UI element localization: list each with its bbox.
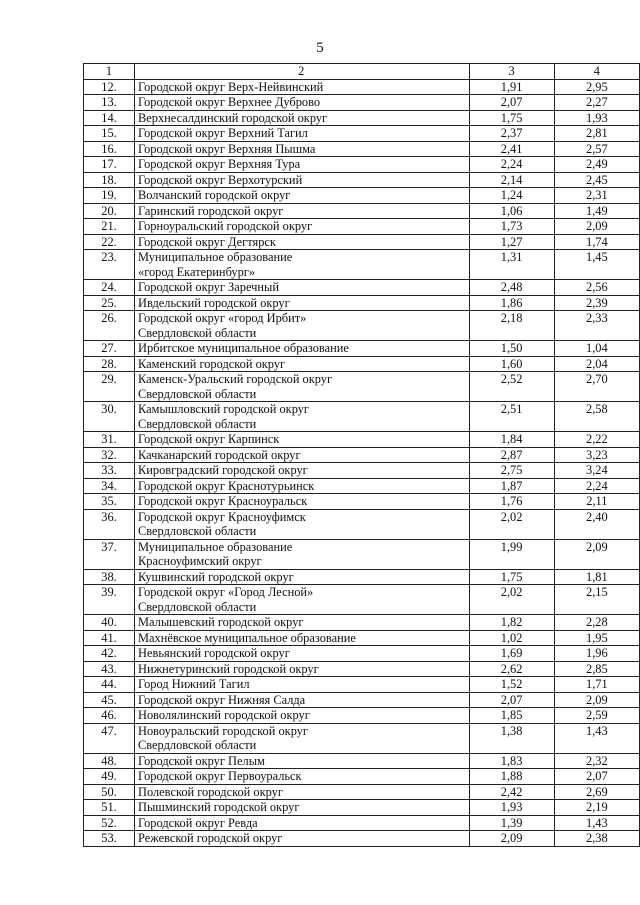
row-number: 30. bbox=[84, 402, 135, 432]
value-column-3: 2,42 bbox=[469, 784, 554, 800]
municipality-name bbox=[135, 356, 469, 372]
municipality-name-line: Городской округ Верхний Тагил bbox=[138, 126, 308, 140]
municipality-name-line: Свердловской области bbox=[138, 325, 257, 340]
municipality-name-line: «город Екатеринбург» bbox=[138, 264, 256, 279]
table-row bbox=[84, 708, 640, 724]
municipality-name-line: Городской округ Верхнее Дуброво bbox=[138, 95, 321, 109]
table-row bbox=[84, 815, 640, 831]
value-column-4: 2,58 bbox=[554, 402, 639, 432]
value-column-3: 2,18 bbox=[469, 311, 554, 341]
table-row bbox=[84, 630, 640, 646]
row-number: 13. bbox=[84, 95, 135, 111]
row-number: 36. bbox=[84, 509, 135, 539]
municipality-name-line: Красноуфимский округ bbox=[138, 554, 262, 568]
value-column-4: 2,40 bbox=[554, 509, 639, 539]
municipality-name-line: Новолялинский городской округ bbox=[138, 708, 310, 722]
row-number: 29. bbox=[84, 372, 135, 402]
table-row bbox=[84, 219, 640, 235]
table-row bbox=[84, 753, 640, 769]
table-row bbox=[84, 478, 640, 494]
municipality-name bbox=[135, 539, 469, 569]
municipality-name bbox=[135, 831, 469, 847]
value-column-4: 1,93 bbox=[554, 110, 639, 126]
value-column-4: 2,27 bbox=[554, 95, 639, 111]
municipality-name bbox=[135, 295, 469, 311]
header-cell-2: 2 bbox=[135, 64, 469, 80]
header-cell-3: 3 bbox=[469, 64, 554, 80]
municipality-name-line: Камышловский городской округ bbox=[138, 402, 310, 416]
value-column-3: 1,75 bbox=[469, 569, 554, 585]
row-number: 39. bbox=[84, 585, 135, 615]
table-row bbox=[84, 341, 640, 357]
data-table bbox=[83, 63, 640, 847]
table-row bbox=[84, 661, 640, 677]
municipality-name-line: Полевской городской округ bbox=[138, 784, 283, 799]
value-column-4: 2,38 bbox=[554, 831, 639, 847]
table-row bbox=[84, 784, 640, 800]
value-column-3: 1,84 bbox=[469, 432, 554, 448]
municipality-name-line: Городской округ Нижняя Салда bbox=[138, 692, 306, 707]
row-number: 45. bbox=[84, 692, 135, 708]
value-column-3: 1,38 bbox=[469, 723, 554, 753]
value-column-4: 2,15 bbox=[554, 585, 639, 615]
row-number: 53. bbox=[84, 831, 135, 847]
municipality-name bbox=[135, 372, 469, 402]
value-column-4: 1,71 bbox=[554, 677, 639, 693]
value-column-3: 1,60 bbox=[469, 356, 554, 372]
value-column-4: 2,24 bbox=[554, 478, 639, 494]
value-column-4: 1,49 bbox=[554, 203, 639, 219]
municipality-name bbox=[135, 585, 469, 615]
row-number: 20. bbox=[84, 203, 135, 219]
row-number: 50. bbox=[84, 784, 135, 800]
table-row bbox=[84, 447, 640, 463]
value-column-4: 1,43 bbox=[554, 815, 639, 831]
value-column-4: 1,81 bbox=[554, 569, 639, 585]
table-row bbox=[84, 295, 640, 311]
municipality-name-line: Свердловской области bbox=[138, 386, 257, 401]
value-column-4: 2,09 bbox=[554, 219, 639, 235]
table-row bbox=[84, 157, 640, 173]
value-column-3: 1,85 bbox=[469, 708, 554, 724]
row-number: 14. bbox=[84, 110, 135, 126]
value-column-3: 1,83 bbox=[469, 753, 554, 769]
municipality-name bbox=[135, 203, 469, 219]
value-column-3: 1,73 bbox=[469, 219, 554, 235]
municipality-name-line: Городской округ «город Ирбит» bbox=[138, 311, 307, 325]
municipality-name bbox=[135, 432, 469, 448]
row-number: 17. bbox=[84, 157, 135, 173]
value-column-3: 2,87 bbox=[469, 447, 554, 463]
table-row bbox=[84, 463, 640, 479]
value-column-3: 1,87 bbox=[469, 478, 554, 494]
value-column-4: 2,45 bbox=[554, 172, 639, 188]
value-column-3: 1,76 bbox=[469, 494, 554, 510]
municipality-name bbox=[135, 341, 469, 357]
value-column-4: 2,31 bbox=[554, 188, 639, 204]
table-row bbox=[84, 800, 640, 816]
table-row bbox=[84, 585, 640, 615]
table-header-row bbox=[84, 64, 640, 80]
value-column-3: 1,99 bbox=[469, 539, 554, 569]
value-column-3: 2,02 bbox=[469, 585, 554, 615]
row-number: 42. bbox=[84, 646, 135, 662]
municipality-name-line: Верхнесалдинский городской округ bbox=[138, 110, 328, 125]
municipality-name bbox=[135, 769, 469, 785]
municipality-name bbox=[135, 447, 469, 463]
municipality-name-line: Волчанский городской округ bbox=[138, 188, 291, 202]
value-column-4: 1,43 bbox=[554, 723, 639, 753]
row-number: 47. bbox=[84, 723, 135, 753]
header-cell-4: 4 bbox=[554, 64, 639, 80]
value-column-3: 2,48 bbox=[469, 280, 554, 296]
municipality-name bbox=[135, 478, 469, 494]
value-column-3: 1,82 bbox=[469, 615, 554, 631]
municipality-name-line: Городской округ Верхняя Тура bbox=[138, 157, 301, 171]
municipality-name-line: Малышевский городской округ bbox=[138, 615, 304, 629]
municipality-name-line: Городской округ Красноуральск bbox=[138, 494, 308, 508]
municipality-name bbox=[135, 569, 469, 585]
table-row bbox=[84, 646, 640, 662]
municipality-name-line: Кировградский городской округ bbox=[138, 463, 308, 477]
row-number: 21. bbox=[84, 219, 135, 235]
row-number: 41. bbox=[84, 630, 135, 646]
value-column-4: 1,95 bbox=[554, 630, 639, 646]
municipality-name bbox=[135, 172, 469, 188]
table-row bbox=[84, 311, 640, 341]
table-row bbox=[84, 402, 640, 432]
municipality-name bbox=[135, 141, 469, 157]
table-row bbox=[84, 432, 640, 448]
municipality-name-line: Городской округ Первоуральск bbox=[138, 769, 302, 783]
row-number: 28. bbox=[84, 356, 135, 372]
municipality-name bbox=[135, 661, 469, 677]
municipality-name bbox=[135, 723, 469, 753]
municipality-name bbox=[135, 646, 469, 662]
municipality-name-line: Ирбитское муниципальное образование bbox=[138, 341, 349, 355]
municipality-name bbox=[135, 110, 469, 126]
row-number: 18. bbox=[84, 172, 135, 188]
value-column-3: 1,27 bbox=[469, 234, 554, 250]
row-number: 25. bbox=[84, 295, 135, 311]
value-column-3: 1,31 bbox=[469, 250, 554, 280]
municipality-name-line: Свердловской области bbox=[138, 599, 257, 614]
row-number: 26. bbox=[84, 311, 135, 341]
row-number: 32. bbox=[84, 447, 135, 463]
municipality-name bbox=[135, 784, 469, 800]
row-number: 24. bbox=[84, 280, 135, 296]
table-row bbox=[84, 539, 640, 569]
value-column-4: 2,70 bbox=[554, 372, 639, 402]
municipality-name bbox=[135, 815, 469, 831]
municipality-name-line: Городской округ Ревда bbox=[138, 815, 258, 830]
table-row bbox=[84, 95, 640, 111]
row-number: 38. bbox=[84, 569, 135, 585]
row-number: 33. bbox=[84, 463, 135, 479]
row-number: 12. bbox=[84, 79, 135, 95]
table-row bbox=[84, 494, 640, 510]
value-column-4: 2,56 bbox=[554, 280, 639, 296]
value-column-3: 2,14 bbox=[469, 172, 554, 188]
value-column-3: 2,09 bbox=[469, 831, 554, 847]
value-column-4: 1,96 bbox=[554, 646, 639, 662]
table-row bbox=[84, 356, 640, 372]
table-row bbox=[84, 172, 640, 188]
row-number: 44. bbox=[84, 677, 135, 693]
row-number: 31. bbox=[84, 432, 135, 448]
table-row bbox=[84, 141, 640, 157]
municipality-name bbox=[135, 494, 469, 510]
municipality-name bbox=[135, 708, 469, 724]
row-number: 46. bbox=[84, 708, 135, 724]
value-column-3: 1,93 bbox=[469, 800, 554, 816]
municipality-name-line: Каменск-Уральский городской округ bbox=[138, 372, 333, 386]
value-column-3: 2,52 bbox=[469, 372, 554, 402]
municipality-name-line: Нижнетуринский городской округ bbox=[138, 661, 319, 676]
value-column-4: 2,22 bbox=[554, 432, 639, 448]
value-column-4: 2,32 bbox=[554, 753, 639, 769]
row-number: 49. bbox=[84, 769, 135, 785]
table-row bbox=[84, 250, 640, 280]
value-column-3: 1,24 bbox=[469, 188, 554, 204]
row-number: 48. bbox=[84, 753, 135, 769]
municipality-name bbox=[135, 509, 469, 539]
municipality-name-line: Махнёвское муниципальное образование bbox=[138, 630, 356, 645]
row-number: 40. bbox=[84, 615, 135, 631]
value-column-4: 3,23 bbox=[554, 447, 639, 463]
municipality-name-line: Свердловской области bbox=[138, 738, 257, 752]
municipality-name-line: Свердловской области bbox=[138, 524, 257, 538]
value-column-3: 1,88 bbox=[469, 769, 554, 785]
row-number: 22. bbox=[84, 234, 135, 250]
municipality-name-line: Муниципальное образование bbox=[138, 250, 293, 264]
municipality-name-line: Гаринский городской округ bbox=[138, 203, 284, 218]
municipality-name-line: Городской округ Краснотурьинск bbox=[138, 478, 315, 493]
value-column-3: 1,06 bbox=[469, 203, 554, 219]
table-row bbox=[84, 569, 640, 585]
row-number: 52. bbox=[84, 815, 135, 831]
value-column-4: 2,85 bbox=[554, 661, 639, 677]
value-column-4: 1,45 bbox=[554, 250, 639, 280]
value-column-3: 1,52 bbox=[469, 677, 554, 693]
value-column-4: 2,39 bbox=[554, 295, 639, 311]
row-number: 34. bbox=[84, 478, 135, 494]
value-column-4: 2,28 bbox=[554, 615, 639, 631]
value-column-4: 2,11 bbox=[554, 494, 639, 510]
value-column-3: 2,24 bbox=[469, 157, 554, 173]
value-column-4: 1,74 bbox=[554, 234, 639, 250]
value-column-3: 2,41 bbox=[469, 141, 554, 157]
municipality-name-line: Городской округ Верхняя Пышма bbox=[138, 141, 316, 156]
municipality-name bbox=[135, 615, 469, 631]
municipality-name bbox=[135, 753, 469, 769]
table-row bbox=[84, 110, 640, 126]
municipality-name bbox=[135, 630, 469, 646]
value-column-4: 2,49 bbox=[554, 157, 639, 173]
municipality-name bbox=[135, 311, 469, 341]
value-column-4: 2,57 bbox=[554, 141, 639, 157]
municipality-name bbox=[135, 219, 469, 235]
municipality-name bbox=[135, 79, 469, 95]
municipality-name bbox=[135, 250, 469, 280]
value-column-4: 2,33 bbox=[554, 311, 639, 341]
table-row bbox=[84, 723, 640, 753]
row-number: 27. bbox=[84, 341, 135, 357]
value-column-4: 2,09 bbox=[554, 539, 639, 569]
table-row bbox=[84, 615, 640, 631]
value-column-4: 2,07 bbox=[554, 769, 639, 785]
value-column-4: 1,04 bbox=[554, 341, 639, 357]
value-column-3: 2,07 bbox=[469, 95, 554, 111]
value-column-3: 2,07 bbox=[469, 692, 554, 708]
municipality-name bbox=[135, 402, 469, 432]
value-column-4: 2,19 bbox=[554, 800, 639, 816]
table-row bbox=[84, 692, 640, 708]
municipality-name-line: Горноуральский городской округ bbox=[138, 219, 313, 233]
table-row bbox=[84, 509, 640, 539]
value-column-3: 1,02 bbox=[469, 630, 554, 646]
municipality-name bbox=[135, 188, 469, 204]
municipality-name bbox=[135, 280, 469, 296]
municipality-name bbox=[135, 126, 469, 142]
value-column-3: 2,37 bbox=[469, 126, 554, 142]
municipality-name-line: Городской округ Красноуфимск bbox=[138, 509, 306, 524]
municipality-name-line: Каменский городской округ bbox=[138, 356, 286, 371]
value-column-4: 2,09 bbox=[554, 692, 639, 708]
municipality-name-line: Пышминский городской округ bbox=[138, 800, 300, 814]
table-row bbox=[84, 126, 640, 142]
header-cell-1: 1 bbox=[84, 64, 135, 80]
municipality-name-line: Муниципальное образование bbox=[138, 539, 293, 554]
value-column-4: 2,81 bbox=[554, 126, 639, 142]
municipality-name-line: Новоуральский городской округ bbox=[138, 723, 309, 738]
municipality-name-line: Городской округ Пелым bbox=[138, 753, 265, 768]
municipality-name-line: Городской округ Верх-Нейвинский bbox=[138, 79, 324, 94]
municipality-name-line: Городской округ Верхотурский bbox=[138, 172, 303, 187]
value-column-4: 2,59 bbox=[554, 708, 639, 724]
value-column-4: 2,04 bbox=[554, 356, 639, 372]
value-column-3: 2,75 bbox=[469, 463, 554, 479]
municipality-name-line: Кушвинский городской округ bbox=[138, 569, 294, 584]
municipality-name bbox=[135, 677, 469, 693]
table-row bbox=[84, 831, 640, 847]
value-column-3: 1,39 bbox=[469, 815, 554, 831]
table-row bbox=[84, 203, 640, 219]
municipality-name-line: Городской округ Карпинск bbox=[138, 432, 280, 446]
municipality-name bbox=[135, 157, 469, 173]
value-column-4: 2,95 bbox=[554, 79, 639, 95]
row-number: 23. bbox=[84, 250, 135, 280]
table-row bbox=[84, 280, 640, 296]
row-number: 16. bbox=[84, 141, 135, 157]
table-row bbox=[84, 769, 640, 785]
value-column-3: 1,50 bbox=[469, 341, 554, 357]
municipality-name bbox=[135, 692, 469, 708]
value-column-3: 1,69 bbox=[469, 646, 554, 662]
row-number: 19. bbox=[84, 188, 135, 204]
municipality-name-line: Город Нижний Тагил bbox=[138, 677, 250, 691]
table-row bbox=[84, 188, 640, 204]
value-column-3: 1,86 bbox=[469, 295, 554, 311]
row-number: 51. bbox=[84, 800, 135, 816]
municipality-name bbox=[135, 234, 469, 250]
row-number: 35. bbox=[84, 494, 135, 510]
municipality-name-line: Ивдельский городской округ bbox=[138, 295, 290, 310]
table-body bbox=[84, 64, 640, 847]
municipality-name-line: Городской округ «Город Лесной» bbox=[138, 585, 314, 599]
value-column-4: 2,69 bbox=[554, 784, 639, 800]
table-row bbox=[84, 372, 640, 402]
row-number: 37. bbox=[84, 539, 135, 569]
value-column-3: 2,02 bbox=[469, 509, 554, 539]
table-row bbox=[84, 677, 640, 693]
value-column-3: 1,75 bbox=[469, 110, 554, 126]
value-column-4: 3,24 bbox=[554, 463, 639, 479]
row-number: 43. bbox=[84, 661, 135, 677]
value-column-3: 2,62 bbox=[469, 661, 554, 677]
municipality-name-line: Городской округ Заречный bbox=[138, 280, 279, 294]
value-column-3: 2,51 bbox=[469, 402, 554, 432]
table-row bbox=[84, 234, 640, 250]
value-column-3: 1,91 bbox=[469, 79, 554, 95]
municipality-name-line: Городской округ Дегтярск bbox=[138, 234, 276, 249]
row-number: 15. bbox=[84, 126, 135, 142]
municipality-name bbox=[135, 95, 469, 111]
municipality-name bbox=[135, 800, 469, 816]
municipality-name-line: Режевской городской округ bbox=[138, 831, 283, 845]
municipality-name-line: Свердловской области bbox=[138, 416, 257, 431]
municipality-name-line: Невьянский городской округ bbox=[138, 646, 290, 660]
table-row bbox=[84, 79, 640, 95]
page-number: 5 bbox=[316, 40, 324, 56]
municipality-name bbox=[135, 463, 469, 479]
municipality-name-line: Качканарский городской округ bbox=[138, 447, 301, 462]
